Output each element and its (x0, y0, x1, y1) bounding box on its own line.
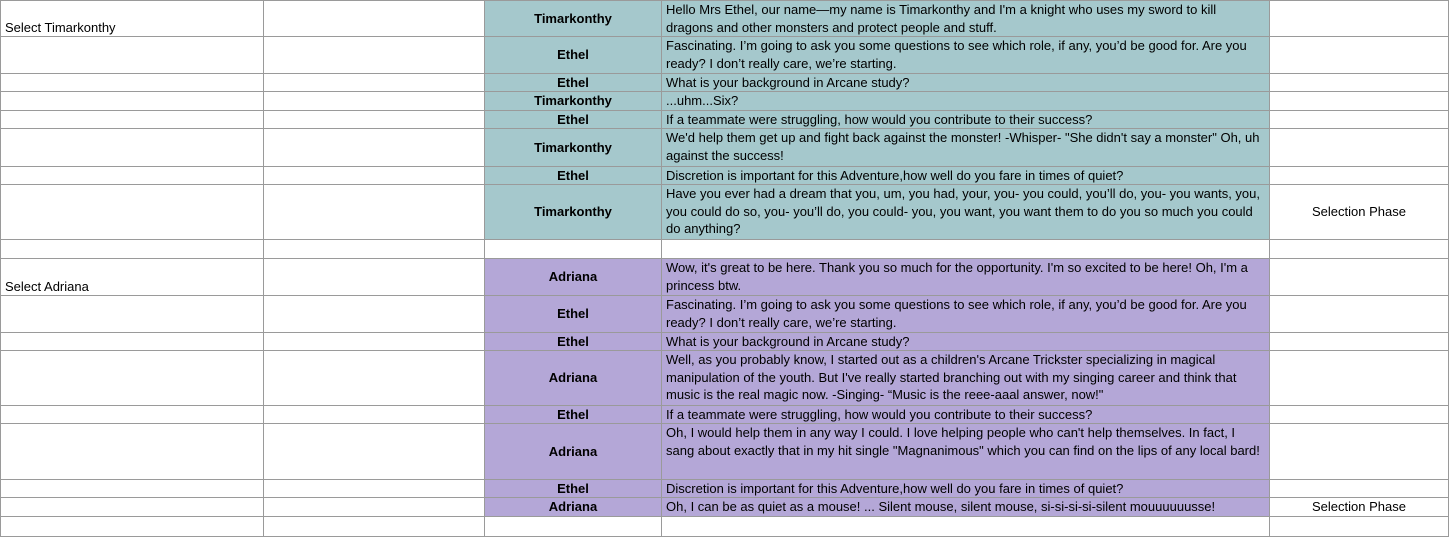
phase-cell[interactable] (1270, 240, 1449, 259)
dialogue-cell[interactable]: We'd help them get up and fight back against the monster! -Whisper- "She didn't say a monster" Oh, uh against the success! (662, 129, 1270, 167)
phase-cell[interactable] (1270, 0, 1449, 37)
phase-cell[interactable] (1270, 480, 1449, 498)
phase-cell[interactable] (1270, 351, 1449, 406)
phase-cell[interactable] (1270, 92, 1449, 111)
empty-cell[interactable] (264, 74, 485, 92)
phase-cell[interactable] (1270, 167, 1449, 185)
dialogue-cell[interactable]: Discretion is important for this Adventure,how well do you fare in times of quiet? (662, 480, 1270, 498)
dialogue-cell[interactable]: What is your background in Arcane study? (662, 74, 1270, 92)
phase-cell[interactable] (1270, 37, 1449, 74)
phase-cell[interactable] (1270, 259, 1449, 296)
dialogue-cell[interactable]: Hello Mrs Ethel, our name—my name is Timarkonthy and I'm a knight who uses my sword to kill dragons and other monsters and protect people and stuff. (662, 0, 1270, 37)
empty-cell[interactable] (264, 406, 485, 424)
action-cell[interactable] (0, 129, 264, 167)
speaker-cell[interactable]: Ethel (485, 480, 662, 498)
action-cell[interactable] (0, 185, 264, 240)
speaker-cell[interactable]: Timarkonthy (485, 129, 662, 167)
action-cell[interactable] (0, 74, 264, 92)
dialogue-cell[interactable] (662, 240, 1270, 259)
phase-cell[interactable]: Selection Phase (1270, 498, 1449, 517)
empty-cell[interactable] (264, 498, 485, 517)
empty-cell[interactable] (264, 480, 485, 498)
speaker-cell[interactable]: Adriana (485, 259, 662, 296)
empty-cell[interactable] (264, 424, 485, 480)
dialogue-cell[interactable]: If a teammate were struggling, how would you contribute to their success? (662, 406, 1270, 424)
speaker-cell[interactable]: Adriana (485, 351, 662, 406)
phase-cell[interactable] (1270, 424, 1449, 480)
empty-cell[interactable] (264, 111, 485, 129)
action-cell[interactable]: Select Adriana (0, 259, 264, 296)
dialogue-cell[interactable]: Wow, it's great to be here. Thank you so much for the opportunity. I'm so excited to be here! Oh, I'm a princess btw. (662, 259, 1270, 296)
action-cell[interactable] (0, 517, 264, 537)
dialogue-cell[interactable] (662, 517, 1270, 537)
phase-cell[interactable] (1270, 111, 1449, 129)
phase-cell[interactable]: Selection Phase (1270, 185, 1449, 240)
dialogue-cell[interactable]: Discretion is important for this Adventure,how well do you fare in times of quiet? (662, 167, 1270, 185)
empty-cell[interactable] (264, 333, 485, 351)
phase-cell[interactable] (1270, 74, 1449, 92)
phase-cell[interactable] (1270, 129, 1449, 167)
empty-cell[interactable] (264, 129, 485, 167)
action-cell[interactable] (0, 296, 264, 333)
speaker-cell[interactable]: Timarkonthy (485, 92, 662, 111)
dialogue-cell[interactable]: If a teammate were struggling, how would you contribute to their success? (662, 111, 1270, 129)
empty-cell[interactable] (264, 517, 485, 537)
speaker-cell[interactable]: Timarkonthy (485, 185, 662, 240)
empty-cell[interactable] (264, 37, 485, 74)
dialogue-cell[interactable]: Well, as you probably know, I started out as a children's Arcane Trickster specializing in magical manipulation of the youth. But I've really started branching out with my singing career and think that music is the real magic now. -Singing- “Music is the reee-aaal answer, now!" (662, 351, 1270, 406)
action-cell[interactable] (0, 424, 264, 480)
action-cell[interactable] (0, 240, 264, 259)
phase-cell[interactable] (1270, 517, 1449, 537)
dialogue-cell[interactable]: Oh, I would help them in any way I could. I love helping people who can't help themselves. In fact, I sang about exactly that in my hit single "Magnanimous" which you can find on the lips of any local bard! (662, 424, 1270, 480)
action-cell[interactable] (0, 167, 264, 185)
action-cell[interactable] (0, 333, 264, 351)
action-cell[interactable] (0, 92, 264, 111)
action-cell[interactable] (0, 37, 264, 74)
empty-cell[interactable] (264, 259, 485, 296)
speaker-cell[interactable] (485, 240, 662, 259)
action-cell[interactable]: Select Timarkonthy (0, 0, 264, 37)
speaker-cell[interactable]: Ethel (485, 167, 662, 185)
empty-cell[interactable] (264, 92, 485, 111)
speaker-cell[interactable]: Ethel (485, 111, 662, 129)
speaker-cell[interactable] (485, 517, 662, 537)
dialogue-cell[interactable]: ...uhm...Six? (662, 92, 1270, 111)
phase-cell[interactable] (1270, 296, 1449, 333)
empty-cell[interactable] (264, 296, 485, 333)
phase-cell[interactable] (1270, 406, 1449, 424)
empty-cell[interactable] (264, 185, 485, 240)
speaker-cell[interactable]: Adriana (485, 498, 662, 517)
empty-cell[interactable] (264, 240, 485, 259)
dialogue-cell[interactable]: Fascinating. I’m going to ask you some questions to see which role, if any, you’d be good for. Are you ready? I don’t really care, we’re starting. (662, 37, 1270, 74)
action-cell[interactable] (0, 480, 264, 498)
speaker-cell[interactable]: Ethel (485, 406, 662, 424)
action-cell[interactable] (0, 498, 264, 517)
speaker-cell[interactable]: Ethel (485, 333, 662, 351)
dialogue-cell[interactable]: Fascinating. I’m going to ask you some questions to see which role, if any, you’d be good for. Are you ready? I don’t really care, we’re starting. (662, 296, 1270, 333)
dialogue-cell[interactable]: Have you ever had a dream that you, um, you had, your, you- you could, you’ll do, you- you wants, you, you could do so, you- you’ll do, you could- you, you want, you want them to do you so much you could do anything? (662, 185, 1270, 240)
dialogue-cell[interactable]: Oh, I can be as quiet as a mouse! ... Silent mouse, silent mouse, si-si-si-si-silent mouuuuuusse! (662, 498, 1270, 517)
action-cell[interactable] (0, 111, 264, 129)
empty-cell[interactable] (264, 167, 485, 185)
speaker-cell[interactable]: Ethel (485, 74, 662, 92)
speaker-cell[interactable]: Adriana (485, 424, 662, 480)
empty-cell[interactable] (264, 351, 485, 406)
speaker-cell[interactable]: Ethel (485, 37, 662, 74)
dialogue-cell[interactable]: What is your background in Arcane study? (662, 333, 1270, 351)
action-cell[interactable] (0, 406, 264, 424)
speaker-cell[interactable]: Timarkonthy (485, 0, 662, 37)
empty-cell[interactable] (264, 0, 485, 37)
phase-cell[interactable] (1270, 333, 1449, 351)
speaker-cell[interactable]: Ethel (485, 296, 662, 333)
action-cell[interactable] (0, 351, 264, 406)
